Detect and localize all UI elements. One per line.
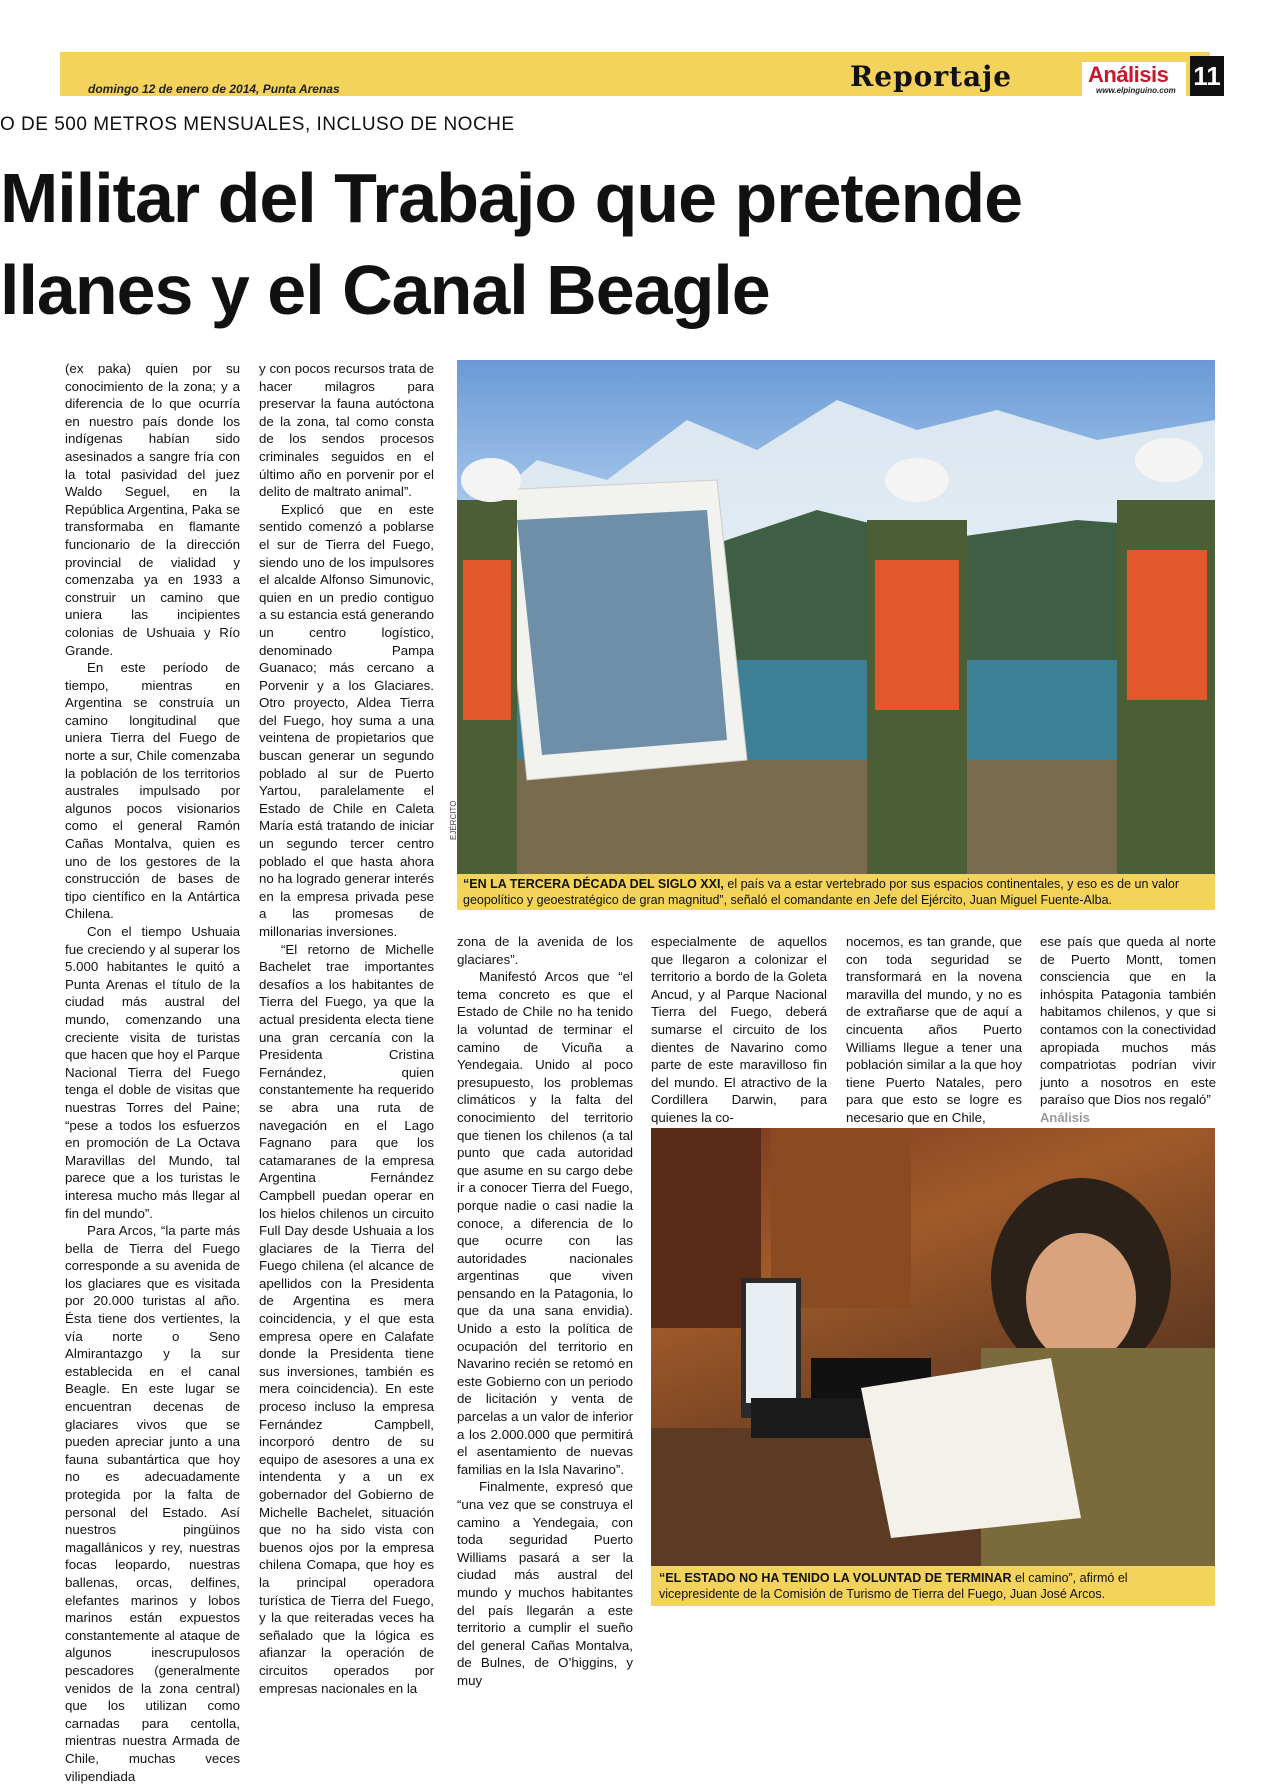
article-column-1 bbox=[65, 360, 240, 1784]
paragraph: ese país que queda al norte de Puerto Montt, tomen consciencia que en la inhóspita Patagonia también habitamos chilenos, y que si contamos con la conectividad apropiada muchos más compatriotas podrían vivir junto a nosotros en este paraíso que Dios nos regaló” bbox=[1040, 934, 1216, 1108]
section-title: Reportaje bbox=[850, 60, 1013, 93]
paragraph: especialmente de aquellos que llegaron a colonizar el territorio a bordo de la Goleta Ancud, y al Parque Nacional Tierra del Fuego, deberá sumarse el circuito de los dientes de Navarino como parte de este maravilloso fin del mundo. El atractivo de la Cordillera Darwin, para quienes la co- bbox=[651, 934, 827, 1125]
headline-line-1: Militar del Trabajo que pretende bbox=[0, 159, 1023, 237]
logo-url[interactable]: www.elpinguino.com bbox=[1096, 86, 1176, 95]
photo-juan-jose-arcos bbox=[651, 1128, 1215, 1566]
paragraph: Con el tiempo Ushuaia fue creciendo y al superar los 5.000 habitantes le quitó a Punta Arenas el título de la ciudad más austral del mundo, comenzando una creciente visita de turistas que hacen que hoy el Parque Nacional Tierra del Fuego tenga el doble de visitas que nuestras Torres del Paine; “pese a todos los esfuerzos en promoción de La Octava Maravillas del Mundo, tal parece que a los turistas le interesa mucho más llegar al fin del mundo”. bbox=[65, 924, 240, 1221]
article-headline bbox=[0, 152, 1280, 336]
article-column-2 bbox=[259, 360, 434, 1696]
caption-text: el camino”, afirmó el vicepresidente de la Comisión de Turismo de Tierra del Fuego, Juan José Arcos. bbox=[659, 1571, 1128, 1601]
photo-1-illustration bbox=[457, 360, 1215, 874]
paragraph: Para Arcos, “la parte más bella de Tierra del Fuego corresponde a su avenida de los glaciares que es visitada por 20.000 turistas al año. Ésta tiene dos vertientes, la vía norte o Seno Almirantazgo y la sur establecida en el canal Beagle. En este lugar se encuentran decenas de glaciares vivos que se pueden apreciar junto a una fauna subantártica que hoy no es adecuadamente protegida por la falta de personal del Estado. Así nuestros pingüinos magallánicos y rey, nuestras focas leopardo, nuestras ballenas, orcas, delfines, elefantes marinos y lobos marinos están expuestos constantemente al ataque de algunos inescrupulosos pescadores (generalmente venidos de la zona central) que los utilizan como carnadas para centolla, mientras nuestra Armada de Chile, muchas veces vilipendiada bbox=[65, 1223, 240, 1784]
paragraph: y con pocos recursos trata de hacer milagros para preservar la fauna autóctona de la zona, tal como consta de los sendos procesos criminales seguidos en el último año en porvenir por el delito de maltrato animal”. bbox=[259, 361, 434, 500]
page-number: 11 bbox=[1190, 56, 1224, 96]
photo-2-illustration bbox=[651, 1128, 1215, 1566]
paragraph: En este período de tiempo, mientras en Argentina se construía un camino longitudinal que uniera Tierra del Fuego de norte a sur, Chile comenzaba la población de los territorios australes impulsado por algunos pocos visionarios como el general Ramón Cañas Montalva, quien es uno de los gestores de la construcción de bases de tipo científico en la Antártica Chilena. bbox=[65, 660, 240, 922]
photo-credit: EJÉRCITO bbox=[449, 800, 458, 840]
analisis-logo[interactable] bbox=[1082, 62, 1186, 98]
end-mark: Análisis bbox=[1040, 1109, 1090, 1125]
paragraph: (ex paka) quien por su conocimiento de la zona; y a diferencia de lo que ocurría en nuestro país donde los indígenas habían sido asesinados a sangre fría con la total pasividad del juez Waldo Seguel, en la República Argentina, Paka se transformaba en flamante funcionario de la dirección provincial de vialidad y comenzaba ya en 1933 a construir un camino que uniera las incipientes colonias de Ushuaia y Río Grande. bbox=[65, 361, 240, 658]
article-column-3 bbox=[457, 933, 633, 1688]
caption-text: el país va a estar vertebrado por sus espacios continentales, y eso es de un valor geopolítico y geoestratégico de gran magnitud”, señaló el comandante en Jefe del Ejército, Juan Miguel Fuente-Alba. bbox=[463, 877, 1180, 907]
issue-date: domingo 12 de enero de 2014, Punta Arenas bbox=[88, 82, 340, 96]
photo-military-briefing bbox=[457, 360, 1215, 874]
caption-lead: “EL ESTADO NO HA TENIDO LA VOLUNTAD DE TERMINAR bbox=[659, 1571, 1012, 1585]
paragraph: “El retorno de Michelle Bachelet trae importantes desafíos a los habitantes de Tierra del Fuego, ya que la actual presidenta electa tiene una gran cercanía con la Presidenta Cristina Fernández, quien constantemente ha requerido se abra una ruta de navegación en el Lago Fagnano para que los catamaranes de la empresa Argentina Fernández Campbell puedan operar en los hielos chilenos un circuito Full Day desde Ushuaia a los glaciares de la Tierra del Fuego chilena (el alcance de apellidos con la Presidenta de Argentina es mera coincidencia, y el que esta empresa opere en Calafate donde la Presidenta tiene sus inversiones, también es mera coincidencia). En este proceso incluso la empresa Fernández Campbell, incorporó dentro de su equipo de asesores a una ex intendenta y a un ex gobernador del Gobierno de Michelle Bachelet, situación que no ha sido vista con buenos ojos por la empresa chilena Comapa, que hoy es la principal operadora turística de Tierra del Fuego, y la que reiteradas veces ha señalado que la lógica es afianzar la operación de circuitos operados por empresas nacionales en la bbox=[259, 941, 434, 1696]
logo-name: Análisis bbox=[1088, 62, 1169, 87]
article-column-4 bbox=[651, 933, 827, 1123]
paragraph: nocemos, es tan grande, que con toda seguridad se transformará en la novena maravilla del mundo, y no es de extrañarse que de aquí a cincuenta años Puerto Williams llegue a tener una población similar a la que hoy tiene Puerto Natales, pero para que esto se logre es necesario que en Chile, bbox=[846, 934, 1022, 1125]
headline-line-2: llanes y el Canal Beagle bbox=[0, 251, 770, 329]
photo-1-caption bbox=[457, 874, 1215, 910]
paragraph: Finalmente, expresó que “una vez que se construya el camino a Yendegaia, con toda seguridad Puerto Williams pasará a ser la ciudad más austral del mundo y muchos habitantes del país llegarán a este territorio a cumplir el sueño del general Cañas Montalva, de Bulnes, de O’higgins, y muy bbox=[457, 1479, 633, 1688]
paragraph: Manifestó Arcos que “el tema concreto es que el Estado de Chile no ha tenido la voluntad de terminar el camino de Vicuña a Yendegaia. Unido al poco presupuesto, los problemas climáticos y la falta del conocimiento del territorio que tienen los chilenos (a tal punto que cada autoridad que asume en su cargo debe ir a conocer Tierra del Fuego, porque nadie o casi nadie la conoce, a diferencia de lo que ocurre con las autoridades nacionales argentinas que viven pensando en la Patagonia, lo que da una sana envidia). Unido a esto la política de ocupación del territorio en Navarino recién se retomó en este Gobierno con un periodo de licitación y venta de parcelas a un valor de inferior a los 2.000.000 que permitirá el asentamiento de nuevas familias en la Isla Navarino”. bbox=[457, 969, 633, 1477]
article-kicker: O DE 500 METROS MENSUALES, INCLUSO DE NOCHE bbox=[0, 114, 515, 135]
paragraph: zona de la avenida de los glaciares”. bbox=[457, 934, 633, 967]
article-column-5 bbox=[846, 933, 1022, 1123]
caption-lead: “EN LA TERCERA DÉCADA DEL SIGLO XXI, bbox=[463, 877, 724, 891]
article-column-6 bbox=[1040, 933, 1216, 1123]
photo-2-caption bbox=[651, 1566, 1215, 1606]
paragraph: Explicó que en este sentido comenzó a poblarse el sur de Tierra del Fuego, siendo uno de los impulsores el alcalde Alfonso Simunovic, quien en un predio contiguo a su estancia está generando un centro logístico, denominado Pampa Guanaco; más cercano a Porvenir y a los Glaciares. Otro proyecto, Aldea Tierra del Fuego, hoy suma a una veintena de propietarios que buscan generar un segundo poblado al sur de Puerto Yartou, paralelamente el Estado de Chile en Caleta María está tratando de iniciar un segundo tercer centro poblado el que hasta ahora no ha logrado generar interés en la empresa privada pese a las promesas de millonarias inversiones. bbox=[259, 501, 434, 939]
